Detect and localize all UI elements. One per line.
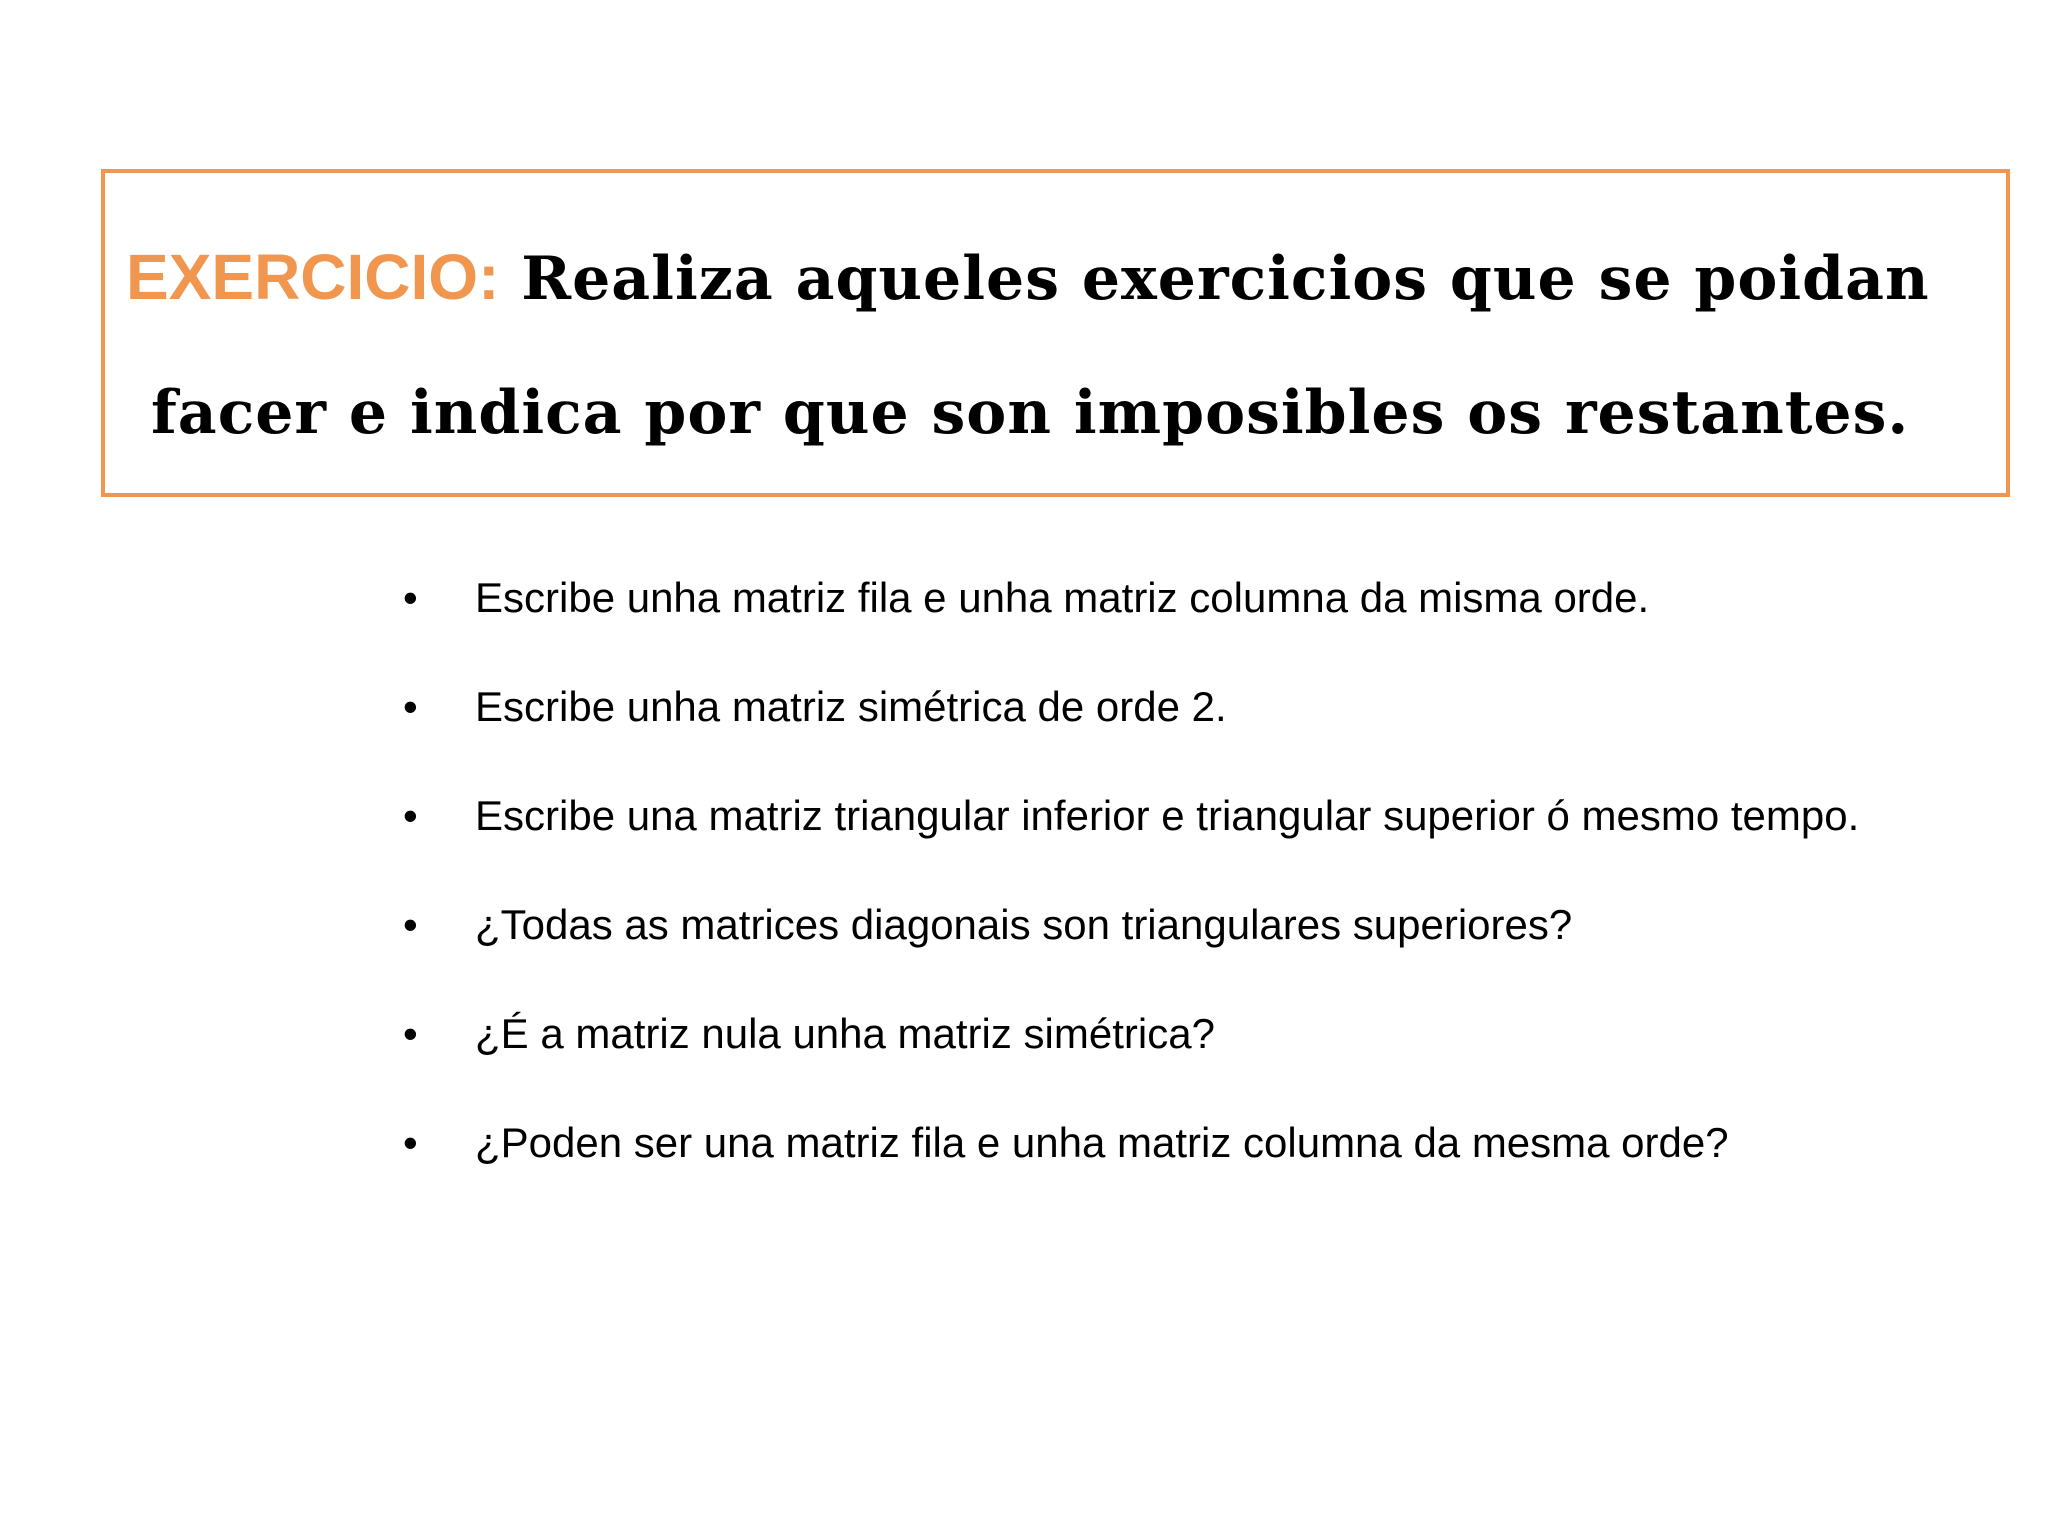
bullet-icon: • — [403, 574, 418, 621]
exercise-item — [395, 675, 1955, 738]
exercise-item — [395, 893, 1955, 956]
exercise-item — [395, 784, 1955, 847]
exercise-item-text: ¿Todas as matrices diagonais son triangulares superiores? — [475, 901, 1573, 948]
exercise-list — [395, 566, 1955, 1220]
exercise-item-text: Escribe una matriz triangular inferior e triangular superior ó mesmo tempo. — [475, 792, 1860, 839]
exercise-title-box — [101, 169, 2010, 497]
exercise-label: EXERCICIO: — [126, 241, 500, 313]
exercise-item-text: ¿É a matriz nula unha matriz simétrica? — [475, 1010, 1215, 1057]
exercise-item-text: Escribe unha matriz fila e unha matriz columna da misma orde. — [475, 574, 1650, 621]
bullet-icon: • — [403, 901, 418, 948]
exercise-item-text: ¿Poden ser una matriz fila e unha matriz columna da mesma orde? — [475, 1119, 1729, 1166]
exercise-item — [395, 566, 1955, 629]
exercise-instruction-part-1: Realiza aqueles exercicios que se poidan — [499, 244, 1930, 314]
bullet-icon: • — [403, 792, 418, 839]
exercise-instruction-part-2: facer e indica por que son imposibles os restantes. — [151, 378, 1910, 448]
exercise-item — [395, 1002, 1955, 1065]
bullet-icon: • — [403, 683, 418, 730]
exercise-item-text: Escribe unha matriz simétrica de orde 2. — [475, 683, 1227, 730]
bullet-icon: • — [403, 1010, 418, 1057]
bullet-icon: • — [403, 1119, 418, 1166]
exercise-title-line-1 — [126, 241, 1930, 314]
exercise-item — [395, 1111, 1955, 1174]
